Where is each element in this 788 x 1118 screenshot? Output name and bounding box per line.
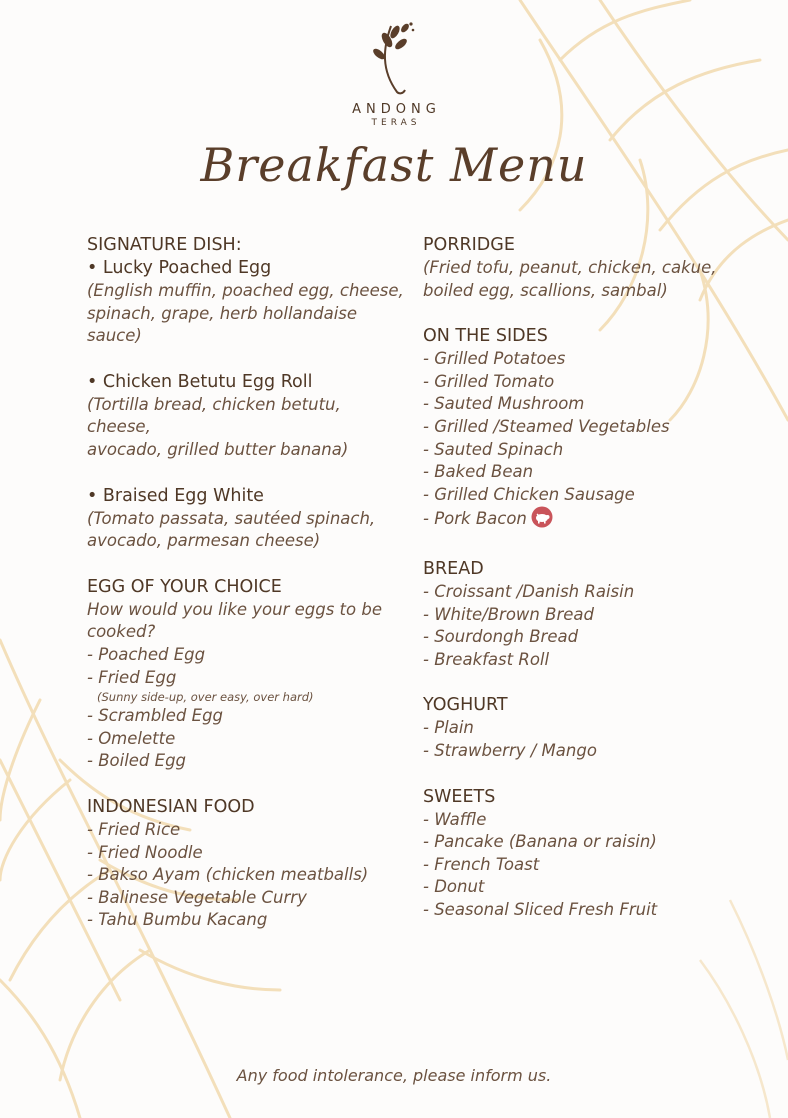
menu-item: - Strawberry / Mango	[423, 740, 597, 760]
menu-item: - Baked Bean	[423, 462, 534, 482]
dish-desc: sauce)	[87, 326, 142, 346]
menu-item: - Scrambled Egg	[87, 706, 224, 726]
menu-item: - Grilled /Steamed Vegetables	[423, 416, 670, 436]
dish-name: • Braised Egg White	[87, 485, 264, 506]
menu-item: - Plain	[423, 718, 474, 738]
menu-item: - French Toast	[423, 854, 540, 874]
menu-item: - Seasonal Sliced Fresh Fruit	[423, 899, 658, 919]
bread-section	[423, 558, 763, 671]
dish-name: • Chicken Betutu Egg Roll	[87, 371, 313, 392]
dish-desc: (Tortilla bread, chicken betutu, cheese,	[87, 394, 341, 437]
menu-item: - Breakfast Roll	[423, 649, 550, 669]
menu-title: Breakfast Menu	[200, 138, 588, 192]
dish-item	[87, 257, 407, 348]
menu-item: - Grilled Chicken Sausage	[423, 484, 635, 504]
menu-item: - Boiled Egg	[87, 751, 187, 771]
menu-item: - Croissant /Danish Raisin	[423, 581, 635, 601]
indonesian-section	[87, 796, 407, 932]
left-column	[87, 234, 407, 955]
section-heading: PORRIDGE	[423, 235, 515, 255]
brand-name: ANDONG	[352, 102, 441, 117]
section-heading: SIGNATURE DISH:	[87, 235, 242, 255]
eggs-question: How would you like your eggs to be	[87, 599, 382, 619]
right-column	[423, 234, 763, 944]
porridge-section	[423, 234, 763, 302]
pork-bacon-item	[423, 506, 763, 535]
dish-item	[87, 485, 407, 553]
menu-item: - White/Brown Bread	[423, 604, 594, 624]
brand-logo	[334, 18, 454, 128]
section-heading: EGG OF YOUR CHOICE	[87, 576, 282, 597]
signature-section	[87, 234, 407, 553]
menu-item: - Grilled Tomato	[423, 371, 555, 391]
menu-item: - Fried Rice	[87, 819, 181, 839]
eggs-question: cooked?	[87, 622, 156, 642]
section-heading: INDONESIAN FOOD	[87, 796, 255, 817]
fried-egg-note: (Sunny side-up, over easy, over hard)	[97, 690, 314, 705]
menu-item: - Waffle	[423, 809, 487, 829]
menu-item: - Donut	[423, 877, 485, 897]
brand-subname: TERAS	[371, 118, 421, 128]
menu-item: - Omelette	[87, 728, 176, 748]
sweets-section	[423, 786, 763, 922]
menu-item: - Tahu Bumbu Kacang	[87, 910, 268, 930]
menu-item: - Fried Egg	[87, 667, 177, 687]
yoghurt-section	[423, 694, 763, 762]
menu-item: - Fried Noodle	[87, 842, 203, 862]
menu-item: - Pancake (Banana or raisin)	[423, 832, 657, 852]
section-heading: SWEETS	[423, 786, 496, 807]
menu-item: - Sauted Mushroom	[423, 394, 585, 414]
sides-section	[423, 325, 763, 535]
plant-sprig-icon	[369, 18, 419, 96]
section-heading: YOGHURT	[423, 695, 508, 716]
menu-item: - Grilled Potatoes	[423, 349, 566, 369]
porridge-desc: boiled egg, scallions, sambal)	[423, 280, 668, 300]
menu-item: - Sourdongh Bread	[423, 627, 579, 647]
menu-item: - Balinese Vegetable Curry	[87, 887, 307, 907]
dish-desc: (Tomato passata, sautéed spinach,	[87, 508, 376, 528]
section-heading: ON THE SIDES	[423, 326, 548, 347]
dish-desc: avocado, parmesan cheese)	[87, 531, 321, 551]
dish-item	[87, 371, 407, 462]
dish-desc: avocado, grilled butter banana)	[87, 439, 349, 459]
menu-item: - Poached Egg	[87, 644, 206, 664]
footer-note: Any food intolerance, please inform us.	[236, 1066, 552, 1085]
menu-item: - Bakso Ayam (chicken meatballs)	[87, 865, 369, 885]
porridge-desc: (Fried tofu, peanut, chicken, cakue,	[423, 258, 717, 277]
dish-desc: spinach, grape, herb hollandaise	[87, 303, 358, 323]
dish-name: • Lucky Poached Egg	[87, 258, 272, 278]
dish-desc: (English muffin, poached egg, cheese,	[87, 281, 404, 300]
pig-icon	[531, 506, 553, 535]
menu-item-label: - Pork Bacon	[423, 509, 527, 529]
section-heading: BREAD	[423, 558, 484, 579]
menu-item: - Sauted Spinach	[423, 439, 564, 459]
eggs-section	[87, 576, 407, 773]
